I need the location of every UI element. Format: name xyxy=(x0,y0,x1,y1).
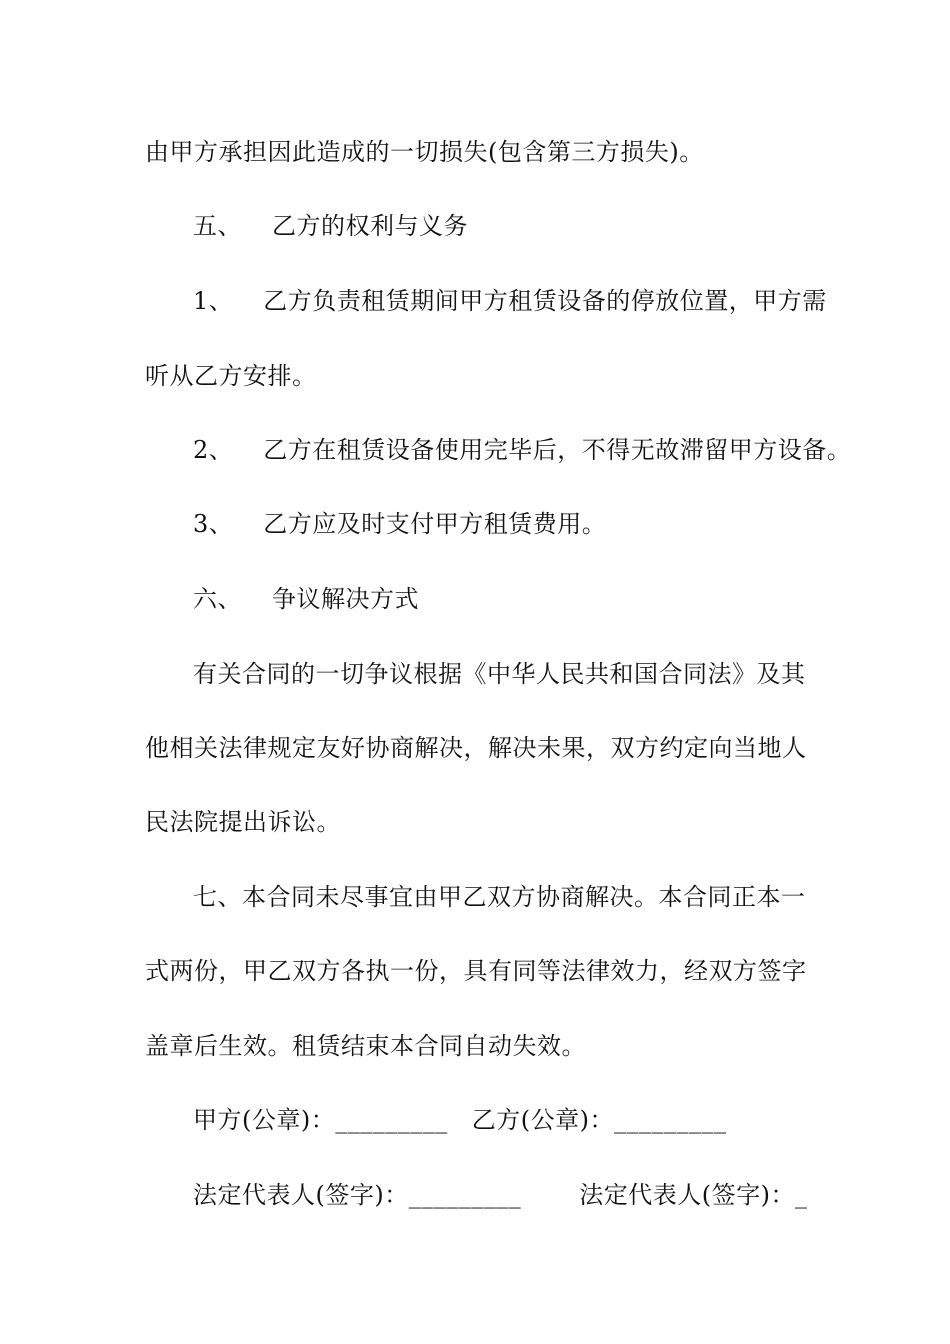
party-b-rep-field[interactable]: 法定代表人(签字)：_ xyxy=(579,1181,808,1209)
paragraph-line: 他相关法律规定友好协商解决，解决未果，双方约定向当地人 xyxy=(145,734,807,762)
party-a-rep-field[interactable]: 法定代表人(签字)：_________ xyxy=(193,1181,522,1209)
party-b-seal-field[interactable]: 乙方(公章)：_________ xyxy=(471,1106,727,1134)
paragraph-line: 有关合同的一切争议根据《中华人民共和国合同法》及其 xyxy=(193,660,806,688)
paragraph-line: 七、本合同未尽事宜由甲乙双方协商解决。本合同正本一 xyxy=(193,883,806,911)
list-number: 1、 xyxy=(193,287,234,315)
list-item-1 xyxy=(193,285,827,317)
list-text: 乙方在租赁设备使用完毕后，不得无故滞留甲方设备。 xyxy=(263,436,852,464)
section-number: 六、 xyxy=(193,585,242,613)
paragraph-line: 听从乙方安排。 xyxy=(145,362,317,390)
paragraph-line: 由甲方承担因此造成的一切损失(包含第三方损失)。 xyxy=(145,138,704,166)
section-heading-6 xyxy=(193,583,419,615)
list-text: 乙方应及时支付甲方租赁费用。 xyxy=(263,510,607,538)
list-number: 2、 xyxy=(193,436,234,464)
seal-row xyxy=(193,1104,726,1136)
paragraph-line: 式两份，甲乙双方各执一份，具有同等法律效力，经双方签字 xyxy=(145,957,807,985)
list-number: 3、 xyxy=(193,510,234,538)
list-text: 乙方负责租赁期间甲方租赁设备的停放位置，甲方需 xyxy=(263,287,827,315)
list-item-3 xyxy=(193,508,606,540)
section-title: 乙方的权利与义务 xyxy=(272,212,468,240)
paragraph-line: 民法院提出诉讼。 xyxy=(145,808,341,836)
party-a-seal-field[interactable]: 甲方(公章)：_________ xyxy=(193,1106,448,1134)
paragraph-line: 盖章后生效。租赁结束本合同自动失效。 xyxy=(145,1032,586,1060)
list-item-2 xyxy=(193,434,851,466)
section-heading-5 xyxy=(193,210,468,242)
representative-row xyxy=(193,1179,807,1211)
section-title: 争议解决方式 xyxy=(272,585,419,613)
section-number: 五、 xyxy=(193,212,242,240)
